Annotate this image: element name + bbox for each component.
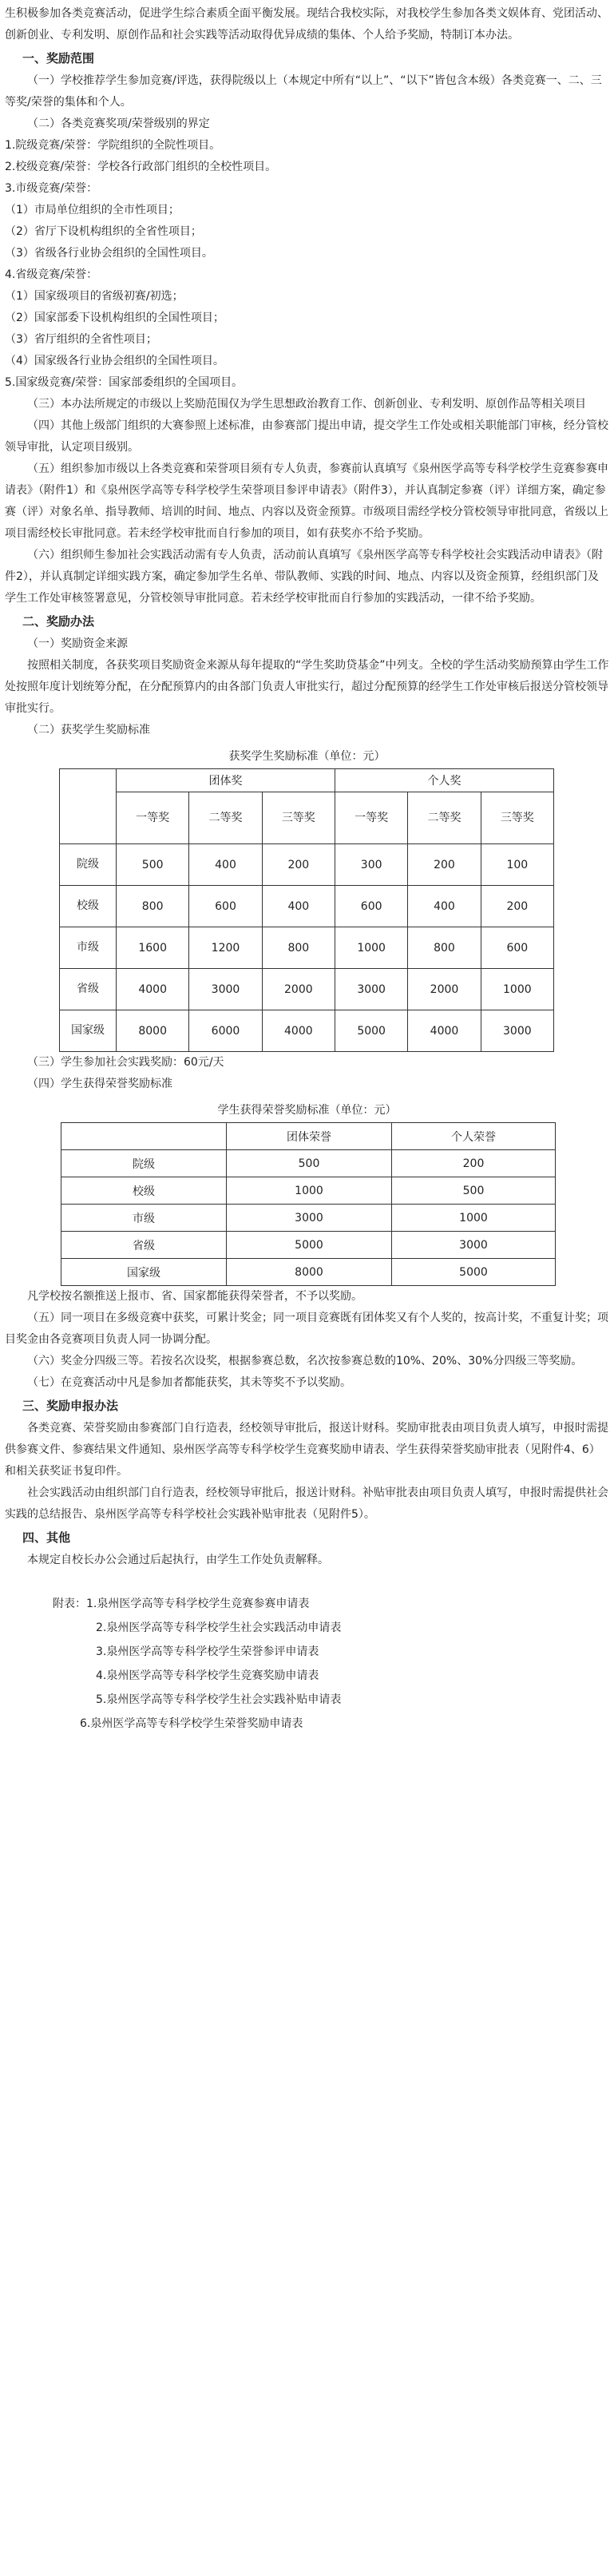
- table-cell: 3000: [189, 969, 262, 1010]
- table-header-cell: 一等奖: [117, 792, 189, 844]
- paragraph: （一）学校推荐学生参加竞赛/评选，获得院级以上（本规定中所有“以上”、“以下”皆包含本级）各类竞赛一、二、三等奖/荣誉的集体和个人。: [5, 74, 602, 109]
- table-header-cell: 二等奖: [408, 792, 481, 844]
- table-header-row: [60, 769, 554, 792]
- list-item: 5.国家级竞赛/荣誉：国家部委组织的全国项目。: [5, 376, 244, 389]
- paragraph: （三）学生参加社会实践奖励：60元/天: [27, 1056, 224, 1069]
- table-row: [61, 1177, 556, 1205]
- table-cell: 6000: [189, 1010, 262, 1052]
- honor-standard-table: [61, 1122, 556, 1286]
- table-level-cell: 校级: [60, 886, 117, 927]
- table-cell: 4000: [262, 1010, 335, 1052]
- table-level-cell: 省级: [60, 969, 117, 1010]
- paragraph: （四）其他上级部门组织的大赛参照上述标准，由参赛部门提出申请，提交学生工作处或相关职能部门审核，经分管校领导审批，认定项目级别。: [5, 419, 608, 454]
- table-level-cell: 院级: [60, 844, 117, 886]
- table-cell: 300: [335, 844, 407, 886]
- table-cell: 400: [408, 886, 481, 927]
- paragraph: 各类竞赛、荣誉奖励由参赛部门自行造表，经校领导审批后，报送计财科。奖励审批表由项目负责人填写，申报时需提供参赛文件、参赛结果文件通知、泉州医学高等专科学校学生竞赛奖励申请表、学生获得荣誉奖励审批表（见附件4、6）和相关获奖证书复印件。: [5, 1422, 608, 1478]
- paragraph: 本规定自校长办公会通过后起执行，由学生工作处负责解释。: [27, 1554, 329, 1566]
- paragraph: （五）同一项目在多级竞赛中获奖，可累计奖金；同一项目竞赛既有团体奖又有个人奖的，按高计奖，不重复计奖；项目奖金由各竞赛项目负责人同一协调分配。: [5, 1312, 608, 1346]
- paragraph: （二）各类竞赛奖项/荣誉级别的界定: [27, 117, 210, 130]
- table-cell: 5000: [392, 1259, 556, 1286]
- table-header-cell: 团体荣誉: [227, 1123, 392, 1150]
- table-cell: 500: [392, 1177, 556, 1205]
- list-item: （1）市局单位组织的全市性项目；: [5, 204, 180, 216]
- paragraph: （七）在竞赛活动中凡是参加者都能获奖，其未等奖不予以奖励。: [27, 1376, 351, 1389]
- appendix-label: 附表：: [53, 1598, 86, 1610]
- table-cell: 8000: [117, 1010, 189, 1052]
- table-cell: 800: [262, 927, 335, 969]
- table-header-cell: 个人奖: [335, 769, 553, 792]
- appendix-item: 2.泉州医学高等专科学校学生社会实践活动申请表: [96, 1621, 342, 1634]
- table-title: 获奖学生奖励标准（单位：元）: [228, 750, 386, 763]
- paragraph: （四）学生获得荣誉奖励标准: [27, 1078, 172, 1090]
- section-heading-application: 三、奖励申报办法: [22, 1399, 119, 1413]
- paragraph: （一）奖励资金来源: [27, 637, 128, 650]
- list-item: （2）省厅下设机构组织的全省性项目；: [5, 225, 202, 238]
- table-cell: 1000: [481, 969, 553, 1010]
- table-row: [61, 1259, 556, 1286]
- table-header-cell: 一等奖: [335, 792, 407, 844]
- list-item: （2）国家部委下设机构组织的全国性项目；: [5, 312, 224, 324]
- table-cell: 200: [408, 844, 481, 886]
- appendix-item: 5.泉州医学高等专科学校学生社会实践补贴申请表: [96, 1693, 342, 1706]
- table-cell: 600: [189, 886, 262, 927]
- paragraph: 按照相关制度，各获奖项目奖励资金来源从每年提取的“学生奖助贷基金”中列支。全校的学生活动奖励预算由学生工作处按照年度计划统筹分配，在分配预算内的由各部门负责人审批实行，超过分配预算的经学生工作处审核后报送分管校领导审批实行。: [5, 659, 609, 715]
- paragraph: （三）本办法所规定的市级以上奖励范围仅为学生思想政治教育工作、创新创业、专利发明、原创作品等相关项目: [27, 398, 586, 411]
- paragraph: （六）组织师生参加社会实践活动需有专人负责，活动前认真填写《泉州医学高等专科学校社会实践活动申请表》（附件2），并认真制定详细实践方案，确定参加学生名单、带队教师、实践的时间、地点、内容以及资金预算，经组织部门及学生工作处审核签署意见，分管校领导审批同意。若未经学校审批而自行参加的实践活动，一律不给予奖励。: [5, 549, 603, 605]
- appendix-item: 6.泉州医学高等专科学校学生荣誉奖励申请表: [80, 1717, 303, 1730]
- table-title: 学生获得荣誉奖励标准（单位：元）: [217, 1104, 397, 1117]
- appendix-item: 4.泉州医学高等专科学校学生竞赛奖励申请表: [96, 1669, 319, 1682]
- list-item: 1.院级竞赛/荣誉：学院组织的全院性项目。: [5, 139, 221, 152]
- table-header-cell: 二等奖: [189, 792, 262, 844]
- table-cell: 2000: [408, 969, 481, 1010]
- table-row: [60, 1010, 554, 1052]
- table-level-cell: 市级: [61, 1205, 227, 1232]
- section-heading-scope: 一、奖励范围: [22, 51, 95, 65]
- table-cell: 3000: [481, 1010, 553, 1052]
- list-item: （3）省厅组织的全省性项目；: [5, 333, 157, 346]
- appendix-item: 3.泉州医学高等专科学校学生荣誉参评申请表: [96, 1645, 319, 1658]
- table-corner-cell: [60, 769, 117, 844]
- appendix-list: [0, 1592, 614, 1616]
- table-row: [60, 969, 554, 1010]
- table-cell: 1200: [189, 927, 262, 969]
- table-cell: 400: [189, 844, 262, 886]
- table-header-row: [61, 1123, 556, 1150]
- paragraph: 社会实践活动由组织部门自行造表，经校领导审批后，报送计财科。补贴审批表由项目负责人填写，申报时需提供社会实践的总结报告、泉州医学高等专科学校社会实践补贴审批表（见附件5）。: [5, 1486, 608, 1521]
- list-item: 3.市级竞赛/荣誉：: [5, 182, 98, 195]
- table-cell: 4000: [117, 969, 189, 1010]
- table-cell: 8000: [227, 1259, 392, 1286]
- appendix-item: 1.泉州医学高等专科学校学生竞赛参赛申请表: [86, 1598, 310, 1610]
- list-item: （4）国家级各行业协会组织的全国性项目。: [5, 355, 224, 367]
- table-level-cell: 校级: [61, 1177, 227, 1205]
- table-cell: 1000: [227, 1177, 392, 1205]
- table-corner-cell: [61, 1123, 227, 1150]
- list-item: 4.省级竞赛/荣誉：: [5, 268, 98, 281]
- table-row: [60, 844, 554, 886]
- spacer: [0, 1571, 614, 1592]
- table-row: [60, 886, 554, 927]
- table-cell: 3000: [335, 969, 407, 1010]
- section-heading-other: 四、其他: [22, 1530, 71, 1545]
- table-row: [60, 927, 554, 969]
- table-cell: 100: [481, 844, 553, 886]
- table-level-cell: 国家级: [61, 1259, 227, 1286]
- paragraph: （六）奖金分四级三等。若按名次设奖，根据参赛总数，名次按参赛总数的10%、20%、30%分四级三等奖励。: [27, 1355, 583, 1367]
- table-cell: 5000: [335, 1010, 407, 1052]
- table-cell: 800: [408, 927, 481, 969]
- table-level-cell: 省级: [61, 1232, 227, 1259]
- list-item: （3）省级各行业协会组织的全国性项目。: [5, 247, 213, 260]
- table-cell: 600: [481, 927, 553, 969]
- table-cell: 1000: [335, 927, 407, 969]
- table-cell: 200: [481, 886, 553, 927]
- table-cell: 800: [117, 886, 189, 927]
- prize-standard-table: [59, 768, 554, 1052]
- table-cell: 400: [262, 886, 335, 927]
- table-cell: 1000: [392, 1205, 556, 1232]
- list-item: （1）国家级项目的省级初赛/初选；: [5, 290, 184, 303]
- table-cell: 500: [227, 1150, 392, 1177]
- table-cell: 5000: [227, 1232, 392, 1259]
- table-cell: 3000: [392, 1232, 556, 1259]
- table-row: [61, 1232, 556, 1259]
- table-header-cell: 三等奖: [481, 792, 553, 844]
- intro-paragraph: 生积极参加各类竞赛活动，促进学生综合素质全面平衡发展。现结合我校实际，对我校学生参加各类文娱体育、党团活动、创新创业、专利发明、原创作品和社会实践等活动取得优异成绩的集体、个人给予奖励，特制订本办法。: [5, 7, 608, 42]
- table-level-cell: 院级: [61, 1150, 227, 1177]
- table-cell: 200: [392, 1150, 556, 1177]
- paragraph: （五）组织参加市级以上各类竞赛和荣誉项目须有专人负责，参赛前认真填写《泉州医学高等专科学校学生竞赛参赛申请表》（附件1）和《泉州医学高等专科学校学生荣誉项目参评申请表》（附件3），并认真制定参赛（评）详细方案，确定参赛（评）对象名单、指导教师、培训的时间、地点、内容以及资金预算。市级项目需经学校分管校领导审批同意，省级以上项目需经校长审批同意。若未经学校审批而自行参加的项目，如有获奖亦不给予奖励。: [5, 462, 608, 540]
- table-level-cell: 国家级: [60, 1010, 117, 1052]
- table-cell: 2000: [262, 969, 335, 1010]
- table-cell: 4000: [408, 1010, 481, 1052]
- table-row: [61, 1150, 556, 1177]
- paragraph: 凡学校按名额推送上报市、省、国家都能获得荣誉者，不予以奖励。: [27, 1290, 362, 1303]
- table-cell: 3000: [227, 1205, 392, 1232]
- table-level-cell: 市级: [60, 927, 117, 969]
- table-cell: 500: [117, 844, 189, 886]
- table-cell: 200: [262, 844, 335, 886]
- table-header-cell: 三等奖: [262, 792, 335, 844]
- list-item: 2.校级竞赛/荣誉：学校各行政部门组织的全校性项目。: [5, 161, 277, 173]
- table-cell: 600: [335, 886, 407, 927]
- table-header-cell: 个人荣誉: [392, 1123, 556, 1150]
- table-header-row: [60, 792, 554, 844]
- table-row: [61, 1205, 556, 1232]
- table-cell: 1600: [117, 927, 189, 969]
- table-header-cell: 团体奖: [117, 769, 335, 792]
- paragraph: （二）获奖学生奖励标准: [27, 724, 150, 736]
- section-heading-methods: 二、奖励办法: [22, 614, 95, 629]
